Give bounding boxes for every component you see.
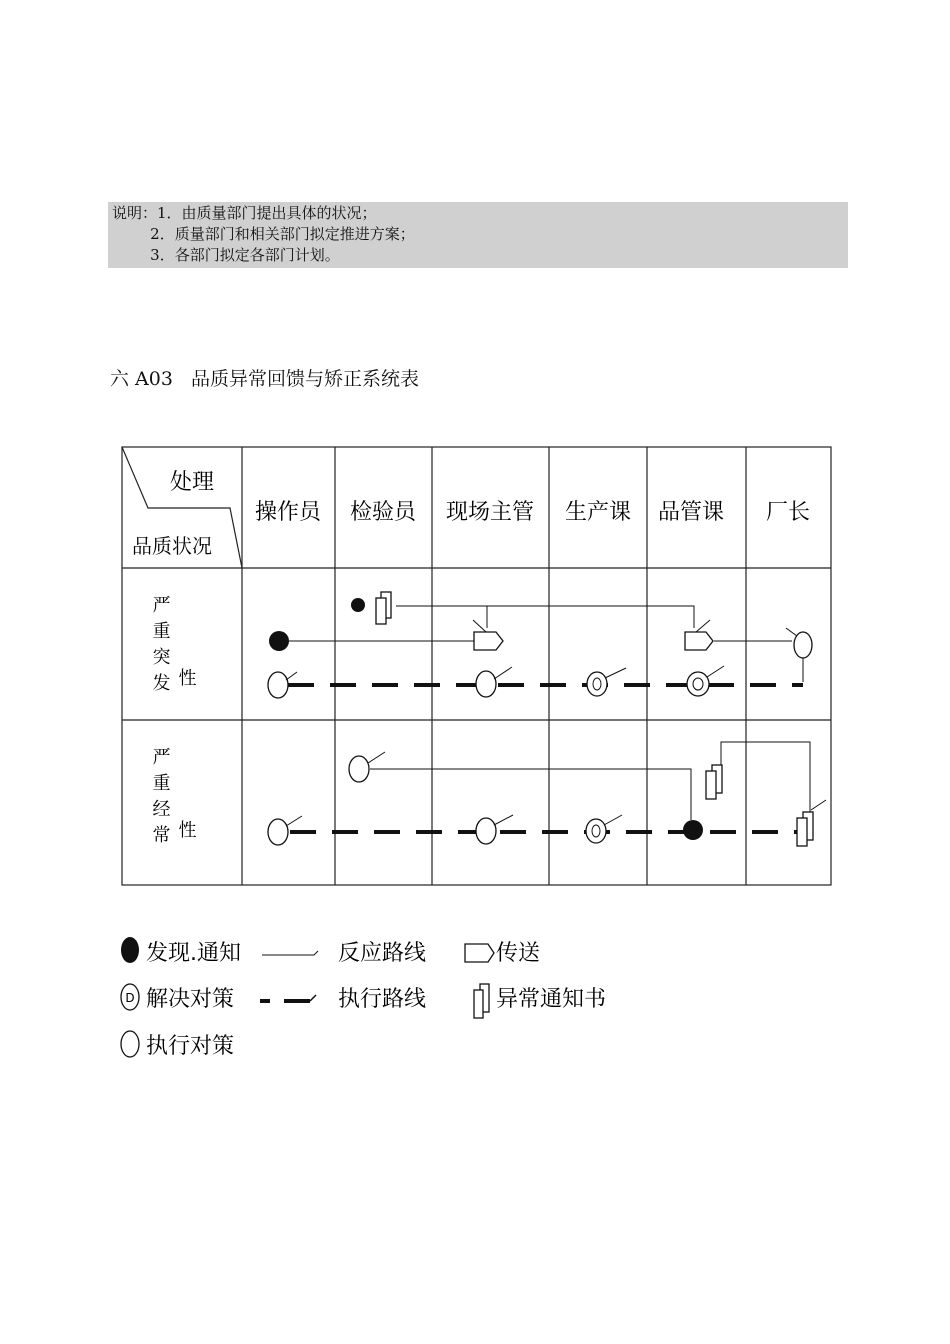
col-header-inspector: 检验员 bbox=[349, 500, 417, 525]
legend bbox=[121, 937, 606, 1059]
legend-discover-label: 发现.通知 bbox=[146, 941, 241, 966]
execute-measure-icon bbox=[268, 819, 288, 845]
corner-header-quality: 品质状况 bbox=[132, 534, 212, 558]
transmit-tick bbox=[473, 620, 486, 632]
row1-label-suffix: 性 bbox=[175, 668, 197, 686]
reaction-route-icon bbox=[262, 951, 318, 955]
col-header-site-supervisor: 现场主管 bbox=[445, 500, 535, 525]
execute-measure-icon bbox=[476, 818, 496, 844]
col-header-plant-manager: 厂长 bbox=[765, 500, 811, 525]
note-line-1: 说明：1．由质量部门提出具体的状况； bbox=[112, 204, 377, 222]
transmit-tick bbox=[696, 620, 710, 632]
execution-route-icon bbox=[260, 995, 316, 1001]
abnormal-notice-icon bbox=[797, 800, 826, 846]
section-title: 六 A03 品质异常回馈与矫正系统表 bbox=[110, 368, 420, 390]
note-line-3: 3．各部门拟定各部门计划。 bbox=[112, 246, 340, 264]
solve-measure-icon bbox=[687, 666, 724, 696]
row2-label-suffix: 性 bbox=[175, 820, 197, 838]
row2-label: 严重经常 bbox=[149, 747, 171, 851]
solve-measure-icon bbox=[586, 815, 622, 843]
discover-notify-icon bbox=[269, 631, 289, 651]
transmit-icon bbox=[465, 944, 494, 962]
legend-abnormal-notice-label: 异常通知书 bbox=[496, 987, 607, 1012]
note-line-2: 2．质量部门和相关部门拟定推进方案； bbox=[112, 225, 415, 243]
legend-transmit-label: 传送 bbox=[496, 941, 541, 966]
row2-flow bbox=[290, 742, 810, 832]
legend-exec-route-label: 执行路线 bbox=[338, 987, 427, 1012]
col-header-operator: 操作员 bbox=[254, 500, 322, 525]
legend-solve-label: 解决对策 bbox=[146, 987, 235, 1012]
abnormal-notice-icon bbox=[376, 592, 391, 624]
discover-notify-icon bbox=[683, 820, 703, 840]
abnormal-notice-icon bbox=[706, 765, 722, 799]
abnormal-notice-icon bbox=[474, 984, 489, 1018]
transmit-icon bbox=[474, 632, 503, 650]
discover-notify-icon bbox=[121, 937, 139, 963]
col-header-qc-dept: 品管课 bbox=[657, 500, 725, 525]
corner-header-process: 处理 bbox=[170, 470, 215, 495]
execute-measure-icon bbox=[268, 672, 288, 698]
row1-flow bbox=[288, 606, 803, 685]
legend-react-route-label: 反应路线 bbox=[338, 941, 427, 966]
legend-solve-glyph: D bbox=[125, 991, 135, 1005]
execute-measure-icon bbox=[121, 1031, 139, 1057]
execute-measure-icon bbox=[476, 671, 496, 697]
solve-measure-icon bbox=[587, 668, 626, 696]
row1-label: 严重突发 bbox=[149, 595, 171, 699]
transmit-icon bbox=[685, 632, 713, 650]
col-header-production-dept: 生产课 bbox=[564, 500, 632, 525]
execute-measure-icon bbox=[349, 756, 369, 782]
execute-tick bbox=[786, 628, 797, 636]
legend-execute-label: 执行对策 bbox=[146, 1034, 235, 1059]
discover-notify-icon bbox=[351, 598, 365, 612]
